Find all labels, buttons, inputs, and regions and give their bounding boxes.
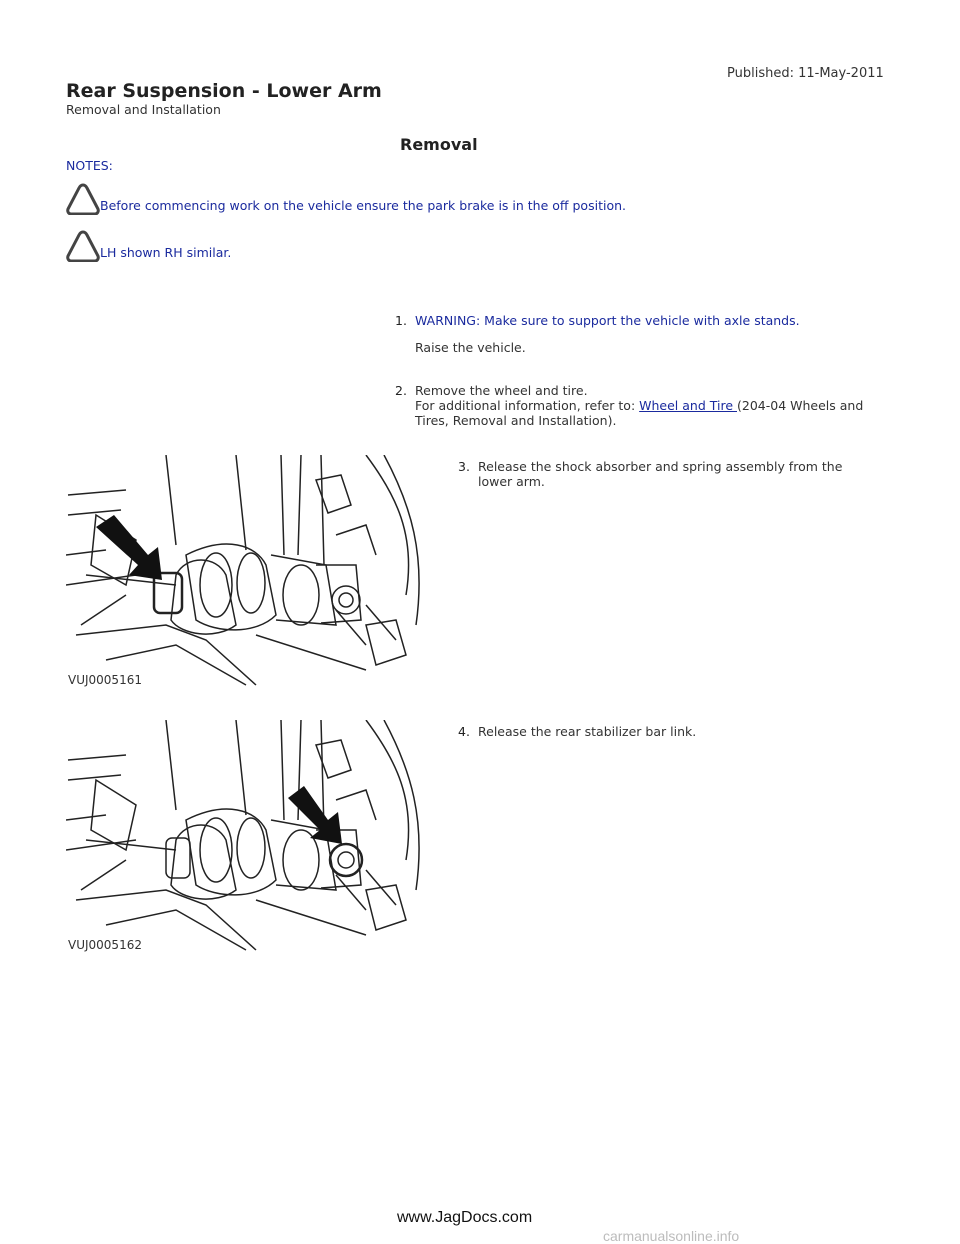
caution-triangle-icon	[66, 183, 100, 215]
step-2-reference	[415, 398, 863, 413]
reference-prefix: For additional information, refer to:	[415, 398, 640, 413]
figure-stabilizer-bar-link	[66, 720, 430, 955]
reference-suffix: (204-04 Wheels and	[737, 398, 864, 413]
step-1-number: 1.	[395, 313, 407, 328]
step-4-number: 4.	[458, 724, 470, 739]
figure-shock-absorber-lower-arm	[66, 455, 430, 690]
step-2-number: 2.	[395, 383, 407, 398]
wheel-and-tire-link[interactable]: Wheel and Tire	[639, 398, 737, 413]
step-1-text: Raise the vehicle.	[415, 340, 526, 355]
notes-label: NOTES:	[66, 158, 113, 173]
step-2-text	[415, 383, 863, 428]
step-3-number: 3.	[458, 459, 470, 474]
published-date: Published: 11-May-2011	[727, 66, 884, 81]
step-2-line1: Remove the wheel and tire.	[415, 383, 588, 398]
figure-1-label: VUJ0005161	[68, 673, 142, 687]
caution-triangle-icon	[66, 230, 100, 262]
step-3-text	[478, 459, 842, 489]
footer-site: www.JagDocs.com	[397, 1209, 533, 1226]
step-1-warning: WARNING: Make sure to support the vehicle with axle stands.	[415, 313, 800, 328]
figure-2-label: VUJ0005162	[68, 938, 142, 952]
section-title: Removal	[400, 135, 478, 154]
page-subtitle: Removal and Installation	[66, 102, 221, 117]
step-2-line3: Tires, Removal and Installation).	[415, 413, 617, 428]
watermark: carmanualsonline.info	[603, 1228, 740, 1244]
page-title: Rear Suspension - Lower Arm	[66, 80, 382, 102]
note-1	[66, 183, 626, 215]
step-3-line2: lower arm.	[478, 474, 545, 489]
note-2	[66, 230, 231, 262]
step-3-line1: Release the shock absorber and spring assembly from the	[478, 459, 843, 474]
step-4-text: Release the rear stabilizer bar link.	[478, 724, 697, 739]
note-text: Before commencing work on the vehicle ensure the park brake is in the off position.	[100, 198, 626, 213]
note-text: LH shown RH similar.	[100, 245, 232, 260]
